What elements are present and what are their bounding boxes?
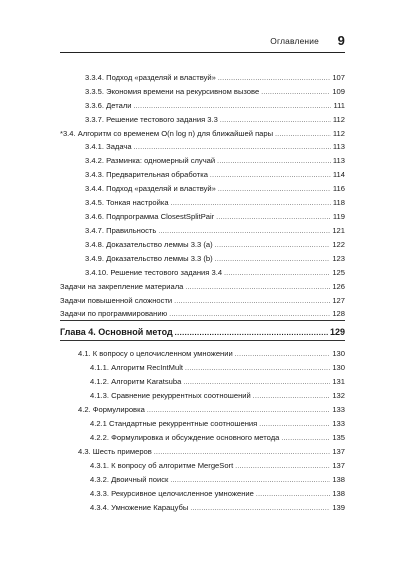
toc-entry (85, 115, 345, 125)
toc-entry-label: 4.3.1. К вопросу об алгоритме MergeSort (90, 461, 234, 470)
dot-leader (216, 213, 331, 222)
toc-entry (85, 73, 345, 83)
toc-entry-page: 133 (332, 405, 345, 414)
toc-entry (85, 87, 345, 97)
toc-entry-page: 116 (332, 184, 345, 193)
toc-entry-label: 3.4.8. Доказательство леммы 3.3 (а) (85, 240, 213, 249)
toc-entry (85, 184, 345, 194)
dot-leader (169, 310, 330, 319)
toc-entry-label: 3.4.2. Разминка: одномерный случай (85, 156, 216, 165)
dot-leader (175, 328, 328, 337)
toc-entry-label: Глава 4. Основной метод (60, 327, 173, 337)
dot-leader (185, 364, 330, 373)
toc-entry-page: 125 (332, 268, 345, 277)
toc-entry-label: 4.2.1 Стандартные рекуррентные соотношения (90, 419, 258, 428)
toc-entry (85, 101, 345, 111)
toc-entry (60, 309, 345, 319)
toc-entry-label: 4.3. Шесть примеров (78, 447, 152, 456)
dot-leader (281, 434, 330, 443)
toc-entry-page: 135 (332, 433, 345, 442)
toc-entry (85, 254, 345, 264)
dot-leader (218, 185, 331, 194)
toc-entry-label: Задачи по программированию (60, 309, 168, 318)
toc-entry (85, 240, 345, 250)
chapter-rule-top (60, 320, 345, 321)
toc-chapter-entry (60, 328, 345, 337)
toc-entry (78, 447, 345, 457)
dot-leader (158, 227, 330, 236)
toc-entry-label: 3.4.4. Подход «разделяй и властвуй» (85, 184, 216, 193)
dot-leader (235, 350, 331, 359)
dot-leader (261, 88, 330, 97)
toc-entry-label: 4.1. К вопросу о целочисленном умножении (78, 349, 233, 358)
dot-leader (185, 283, 330, 292)
toc-entry (60, 296, 345, 306)
toc-entry-page: 121 (332, 226, 345, 235)
toc-entry (78, 405, 345, 415)
dot-leader (171, 199, 331, 208)
chapter-rule-bottom (60, 340, 345, 341)
toc-entry-label: 4.2. Формулировка (78, 405, 145, 414)
dot-leader (215, 241, 331, 250)
toc-entry-page: 138 (332, 475, 345, 484)
toc-entry-label: 3.3.5. Экономия времени на рекурсивном вызове (85, 87, 260, 96)
dot-leader (190, 504, 330, 513)
toc-entry-page: 130 (332, 363, 345, 372)
toc-entry-page: 118 (332, 198, 345, 207)
toc-entry (60, 282, 345, 292)
toc-entry-label: 3.3.6. Детали (85, 101, 132, 110)
toc-entry-label: 4.1.2. Алгоритм Karatsuba (90, 377, 182, 386)
toc-entry-page: 122 (332, 240, 345, 249)
toc-entry (90, 433, 345, 443)
toc-entry-label: Задачи на закрепление материала (60, 282, 184, 291)
dot-leader (259, 420, 330, 429)
toc-entry-page: 112 (332, 115, 345, 124)
toc-entry-label: 3.4.3. Предварительная обработка (85, 170, 208, 179)
toc-entry (90, 475, 345, 485)
toc-entry-page: 137 (332, 447, 345, 456)
toc-entry-page: 128 (332, 309, 345, 318)
dot-leader (170, 476, 330, 485)
toc-entry-page: 129 (329, 327, 345, 337)
toc-entry (90, 461, 345, 471)
toc-entry-page: 109 (332, 87, 345, 96)
dot-leader (218, 74, 331, 83)
toc-entry (90, 363, 345, 373)
toc-entry-label: 3.3.7. Решение тестового задания 3.3 (85, 115, 218, 124)
dot-leader (210, 171, 331, 180)
toc-entry-label: *3.4. Алгоритм со временем O(n log n) для ближайшей пары (60, 129, 274, 138)
toc-entry-page: 139 (332, 503, 345, 512)
dot-leader (275, 130, 331, 139)
dot-leader (224, 269, 330, 278)
toc-entry-page: 126 (332, 282, 345, 291)
running-header-title: Оглавление (270, 36, 319, 46)
toc-entry-label: 4.1.3. Сравнение рекуррентных соотношений (90, 391, 251, 400)
toc-entry-label: 3.4.10. Решение тестового задания 3.4 (85, 268, 223, 277)
toc-entry-label: 3.4.5. Тонкая настройка (85, 198, 169, 207)
dot-leader (174, 297, 330, 306)
toc-entry (85, 156, 345, 166)
toc-entry (60, 129, 345, 139)
dot-leader (134, 143, 331, 152)
toc-entry (85, 268, 345, 278)
toc-entry-label: 3.4.9. Доказательство леммы 3.3 (b) (85, 254, 213, 263)
toc-entry-page: 112 (332, 129, 345, 138)
toc-entry-page: 119 (332, 212, 345, 221)
dot-leader (256, 490, 330, 499)
toc-entry-page: 137 (332, 461, 345, 470)
dot-leader (217, 157, 331, 166)
dot-leader (154, 448, 331, 457)
toc-entry-page: 113 (332, 142, 345, 151)
toc-entry-label: 4.3.3. Рекурсивное целочисленное умножение (90, 489, 254, 498)
toc-entry-page: 114 (332, 170, 345, 179)
toc-entry-label: 3.4.7. Правильность (85, 226, 157, 235)
toc-entry-label: 3.3.4. Подход «разделяй и властвуй» (85, 73, 216, 82)
toc-entry (85, 212, 345, 222)
toc-entry-page: 133 (332, 419, 345, 428)
dot-leader (183, 378, 330, 387)
toc-entry (85, 142, 345, 152)
toc-entry (85, 170, 345, 180)
toc-entry-label: 4.2.2. Формулировка и обсуждение основного метода (90, 433, 280, 442)
dot-leader (134, 102, 332, 111)
dot-leader (147, 406, 331, 415)
toc-entry-page: 111 (333, 101, 345, 110)
toc-entry (90, 419, 345, 429)
dot-leader (253, 392, 331, 401)
toc-entry-page: 131 (332, 377, 345, 386)
toc-entry (90, 391, 345, 401)
toc-entry (85, 198, 345, 208)
toc-entry-page: 130 (332, 349, 345, 358)
toc-entry (90, 503, 345, 513)
toc-entry-label: 4.1.1. Алгоритм RecIntMult (90, 363, 183, 372)
dot-leader (235, 462, 330, 471)
toc-entry-label: 3.4.1. Задача (85, 142, 132, 151)
toc-entry-label: 4.3.2. Двоичный поиск (90, 475, 169, 484)
toc-entry-page: 107 (332, 73, 345, 82)
toc-entry (90, 377, 345, 387)
toc-entry-label: Задачи повышенной сложности (60, 296, 173, 305)
toc-entry-label: 4.3.4. Умножение Карацубы (90, 503, 189, 512)
toc-entry-label: 3.4.6. Подпрограмма ClosestSplitPair (85, 212, 215, 221)
toc-entry-page: 132 (332, 391, 345, 400)
dot-leader (215, 255, 331, 264)
toc-entry-page: 127 (332, 296, 345, 305)
toc-entry (85, 226, 345, 236)
page-number: 9 (337, 33, 345, 48)
header-divider (60, 52, 345, 53)
toc-entry (78, 349, 345, 359)
toc-entry-page: 113 (332, 156, 345, 165)
toc-entry-page: 138 (332, 489, 345, 498)
toc-entry-page: 123 (332, 254, 345, 263)
toc-entry (90, 489, 345, 499)
dot-leader (220, 116, 331, 125)
running-header (60, 34, 345, 48)
